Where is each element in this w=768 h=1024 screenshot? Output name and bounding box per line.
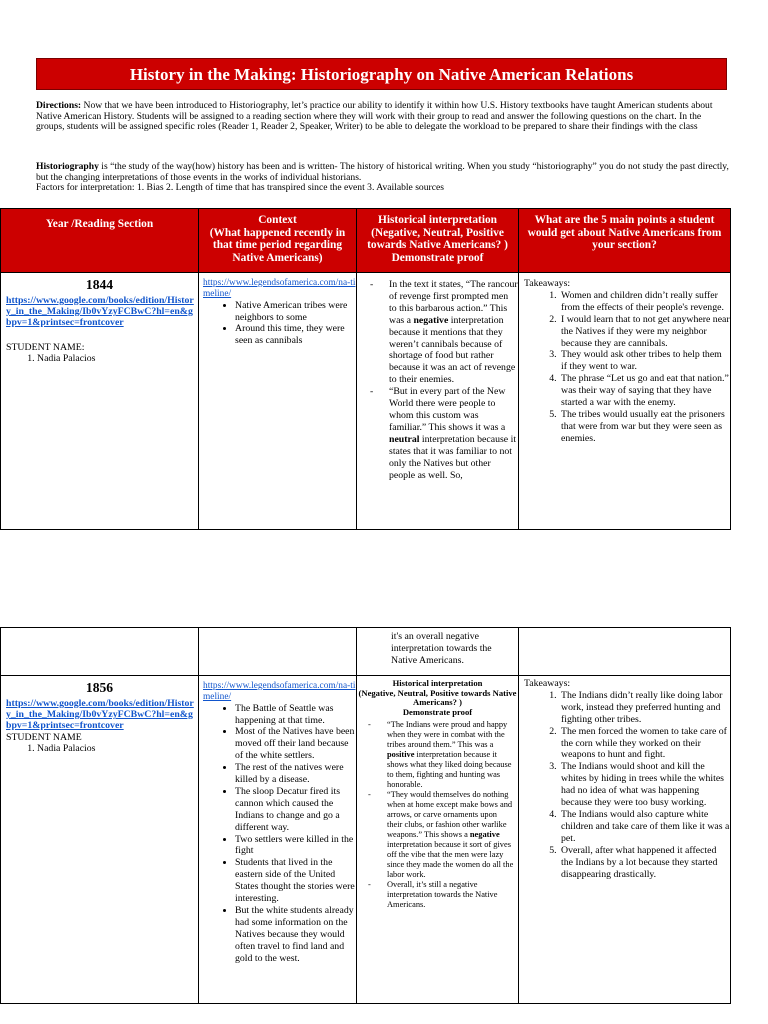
- header-main-points: What are the 5 main points a student would get about Native Americans from your section?: [519, 209, 731, 273]
- context-cell-1844: [199, 273, 357, 530]
- context-item: • Around this time, they were seen as cannibals: [235, 323, 356, 347]
- student-name: 1. Nadia Palacios: [37, 743, 198, 755]
- takeaways-cell-1844: [519, 273, 731, 530]
- directions-label: Directions:: [36, 100, 82, 111]
- interpretation-factors: Factors for interpretation: 1. Bias 2. Length of time that has transpired since the event 3. Available sources: [36, 182, 444, 194]
- continued-interpretation-cell: [357, 628, 519, 676]
- history-table-page-1: [0, 208, 731, 530]
- directions-text: Now that we have been introduced to Historiography, let’s practice our ability to identify it within how U.S. History textbooks have taught American students about Native American History. Students will be assigned to a reading section where they will work with their group to read and answer the following questions on the chart. In the groups, students will be assigned specific roles (Reader 1, Reader 2, Speaker, Writer) to be able to delegate the workload to be prepared to share their findings with the class: [36, 100, 713, 133]
- page-title: History in the Making: Historiography on Native American Relations: [36, 58, 727, 90]
- header-context: Context (What happened recently in that time period regarding Native Americans): [199, 209, 357, 273]
- takeaway-item: 2. The men forced the women to take care of the corn while they worked on their weapons to hunt and fight.: [559, 726, 730, 762]
- timeline-link[interactable]: https://www.legendsofamerica.com/na-timeline/: [203, 278, 356, 299]
- year-label: 1856: [85, 680, 114, 695]
- timeline-link[interactable]: https://www.legendsofamerica.com/na-timeline/: [203, 681, 356, 702]
- directions-paragraph: [36, 101, 730, 133]
- takeaway-item: 1. Women and children didn’t really suffer from the effects of their people's revenge.: [559, 290, 730, 314]
- takeaway-item: 5. Overall, after what happened it affected the Indians by a lot because they started disappearing drastically.: [559, 845, 730, 881]
- takeaway-item: 2. I would learn that to not get anywhere near the Natives if they were my neighbor because they are cannibals.: [559, 314, 730, 350]
- takeaways-label: Takeaways:: [524, 678, 571, 689]
- context-item: • Students that lived in the eastern side of the United States thought the stories were interesting.: [235, 857, 356, 905]
- interpretation-cell-1856: [357, 676, 519, 1004]
- header-interpretation: Historical interpretation (Negative, Neutral, Positive towards Native Americans? ) Demonstrate proof: [357, 209, 519, 273]
- continued-empty-cell: [199, 628, 357, 676]
- takeaway-item: 3. They would ask other tribes to help them if they went to war.: [559, 349, 730, 373]
- historiography-definition: is “the study of the way(how) history has been and is written- The history of historical writing. When you study “historiography” you do not study the past directly, but the changing interpretations of those events in the works of individual historians.: [36, 161, 729, 183]
- historiography-paragraph: [36, 162, 730, 194]
- interpretation-item: - Overall, it’s still a negative interpretation towards the Native Americans.: [375, 880, 514, 910]
- historiography-label: Historiography: [36, 161, 99, 172]
- history-table-page-2: [0, 627, 731, 1004]
- continued-interpretation-text: it's an overall negative interpretation towards the Native Americans.: [391, 631, 492, 666]
- takeaway-item: 4. The Indians would also capture white children and take care of them like it was a pet.: [559, 809, 730, 845]
- context-item: • The rest of the natives were killed by a disease.: [235, 762, 356, 786]
- student-name: 1. Nadia Palacios: [37, 353, 198, 365]
- context-item: • The sloop Decatur fired its cannon which caused the Indians to change and go a different way.: [235, 786, 356, 834]
- takeaways-cell-1856: [519, 676, 731, 1004]
- year-cell-1856: [1, 676, 199, 1004]
- interpretation-item: - “But in every part of the New World there were people to whom this custom was familiar.” This shows it was a neutral interpretation because it states that it was familiar to not only the Natives but other people as well. So,: [377, 386, 518, 481]
- interpretation-item: - “The Indians were proud and happy when they were in combat with the tribes around them.” This was a positive interpretation because it shows what they liked doing because to them, fighting and hunting was honorable.: [375, 720, 514, 790]
- interpretation-subheader: Historical interpretation (Negative, Neutral, Positive towards Native Americans? ) Demonstrate proof: [358, 678, 517, 718]
- context-item: • Native American tribes were neighbors to some: [235, 300, 356, 324]
- interpretation-item: - “They would themselves do nothing when at home except make bows and arrows, or carve ornaments upon their clubs, or fashion other warlike weapons.” This shows a negative interpretation because it sort of gives off the vibe that the men were lazy since they made the women do all the labor work.: [375, 790, 514, 880]
- interpretation-cell-1844: [357, 273, 519, 530]
- takeaway-item: 4. The phrase “Let us go and eat that nation.” was their way of saying that they have started a war with the enemy.: [559, 373, 730, 409]
- year-cell-1844: [1, 273, 199, 530]
- context-item: • But the white students already had some information on the Natives because they would often travel to find land and gold to the west.: [235, 905, 356, 965]
- takeaway-item: 3. The Indians would shoot and kill the whites by hiding in trees while the whites had no idea of what was happening because they were too busy working.: [559, 761, 730, 809]
- context-item: • Two settlers were killed in the fight: [235, 834, 356, 858]
- context-cell-1856: [199, 676, 357, 1004]
- interpretation-item: - In the text it states, “The rancour of revenge first prompted men to this barbarous action.” This was a negative interpretation because it mentions that they weren’t cannibals because of shortage of food but rather because it was an act of revenge to their enemies.: [377, 279, 518, 386]
- student-name-label: STUDENT NAME:: [6, 341, 85, 353]
- book-link[interactable]: https://www.google.com/books/edition/History_in_the_Making/Ib0vYzyFCBwC?hl=en&gbpv=1&printsec=frontcover: [6, 294, 194, 329]
- header-year: Year /Reading Section: [1, 209, 199, 273]
- takeaway-item: 5. The tribes would usually eat the prisoners that were from war but they were seen as enemies.: [559, 409, 730, 445]
- continued-empty-cell: [519, 628, 731, 676]
- continued-empty-cell: [1, 628, 199, 676]
- context-item: • The Battle of Seattle was happening at that time.: [235, 703, 356, 727]
- takeaways-label: Takeaways:: [524, 278, 571, 289]
- book-link[interactable]: https://www.google.com/books/edition/History_in_the_Making/Ib0vYzyFCBwC?hl=en&gbpv=1&printsec=frontcover: [6, 697, 194, 732]
- takeaway-item: 1. The Indians didn’t really like doing labor work, instead they preferred hunting and fighting other tribes.: [559, 690, 730, 726]
- student-name-label: STUDENT NAME: [6, 731, 82, 743]
- year-label: 1844: [85, 277, 114, 292]
- context-item: • Most of the Natives have been moved off their land because of the white settlers.: [235, 726, 356, 762]
